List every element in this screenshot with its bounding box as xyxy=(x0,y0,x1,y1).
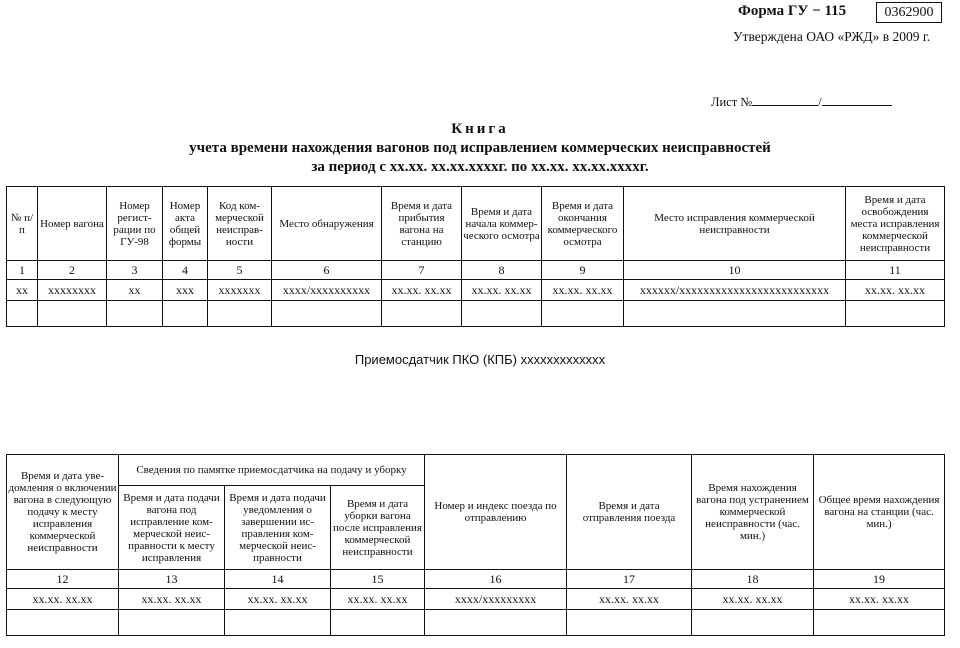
t1-empty-cell xyxy=(846,301,945,327)
t1-header-cell: Время и дата окончания коммерческого осмотра xyxy=(542,187,624,261)
t2-header-cell: Время и дата уборки вагона после исправления коммерческой неисправности xyxy=(331,486,425,570)
t1-header-cell: Номер вагона xyxy=(38,187,107,261)
t1-empty-cell xyxy=(624,301,846,327)
t1-value-cell: xxxxxxxx xyxy=(38,280,107,301)
t1-header-cell: Место исправления коммерческой неисправности xyxy=(624,187,846,261)
t1-col-number: 11 xyxy=(846,261,945,280)
table2-empty-row xyxy=(7,610,945,636)
form-code-box: 0362900 xyxy=(876,2,942,23)
sheet-label: Лист № xyxy=(711,95,753,109)
t1-value-cell: xx.xx. xx.xx xyxy=(542,280,624,301)
t1-col-number: 1 xyxy=(7,261,38,280)
t2-empty-cell xyxy=(119,610,225,636)
t2-col-number: 16 xyxy=(425,570,567,589)
t1-empty-cell xyxy=(542,301,624,327)
t1-col-number: 3 xyxy=(107,261,163,280)
t2-header-cell: Номер и индекс поезда по отправлению xyxy=(425,455,567,570)
t1-value-cell: xx xyxy=(107,280,163,301)
t2-col-number: 12 xyxy=(7,570,119,589)
t2-empty-cell xyxy=(425,610,567,636)
t2-header-cell: Время и дата подачи вагона под исправление коммерческой неисправности к месту исправления xyxy=(119,486,225,570)
sheet-number xyxy=(711,93,892,110)
sheet-blank-1 xyxy=(752,93,818,106)
t1-value-cell: xxxxxx/xxxxxxxxxxxxxxxxxxxxxxxxx xyxy=(624,280,846,301)
t2-value-cell: xx.xx. xx.xx xyxy=(567,589,692,610)
book-title: Книга xyxy=(451,121,509,137)
t1-col-number: 6 xyxy=(272,261,382,280)
table1-data-row xyxy=(7,280,945,301)
t1-empty-cell xyxy=(272,301,382,327)
t1-header-cell: Место обнаружения xyxy=(272,187,382,261)
t1-col-number: 10 xyxy=(624,261,846,280)
t2-col-number: 17 xyxy=(567,570,692,589)
t2-empty-cell xyxy=(814,610,945,636)
t1-col-number: 9 xyxy=(542,261,624,280)
table2-data-row xyxy=(7,589,945,610)
wagon-movement-table xyxy=(6,454,945,636)
t2-col-number: 18 xyxy=(692,570,814,589)
t2-value-cell: xx.xx. xx.xx xyxy=(119,589,225,610)
table2-number-row xyxy=(7,570,945,589)
t1-header-cell: Время и дата освобождения места исправления коммерческой неисправности xyxy=(846,187,945,261)
t2-empty-cell xyxy=(692,610,814,636)
t2-header-cell: Время и дата отправления поезда xyxy=(567,455,692,570)
t2-empty-cell xyxy=(7,610,119,636)
book-subtitle: учета времени нахождения вагонов под исправлением коммерческих неисправностей xyxy=(189,140,771,156)
sheet-blank-2 xyxy=(822,93,892,106)
t1-header-cell: Время и дата прибытия вагона на станцию xyxy=(382,187,462,261)
t1-header-cell: Номер регистрации по ГУ-98 xyxy=(107,187,163,261)
t2-value-cell: xx.xx. xx.xx xyxy=(814,589,945,610)
t1-value-cell: xx.xx. xx.xx xyxy=(846,280,945,301)
t2-col-number: 13 xyxy=(119,570,225,589)
t2-header-cell: Общее время нахождения вагона на станции (час. мин.) xyxy=(814,455,945,570)
t2-empty-cell xyxy=(331,610,425,636)
t2-empty-cell xyxy=(225,610,331,636)
t2-value-cell: xx.xx. xx.xx xyxy=(225,589,331,610)
t1-empty-cell xyxy=(107,301,163,327)
t1-value-cell: xx xyxy=(7,280,38,301)
sheet-separator: / xyxy=(818,95,822,109)
t2-col-number: 15 xyxy=(331,570,425,589)
t2-group-header: Сведения по памятке приемосдатчика на подачу и уборку xyxy=(119,455,425,486)
t2-col-number: 14 xyxy=(225,570,331,589)
t1-empty-cell xyxy=(163,301,208,327)
t2-value-cell: xx.xx. xx.xx xyxy=(331,589,425,610)
t1-empty-cell xyxy=(38,301,107,327)
t2-header-cell: Время и дата уведомления о включении вагона в следующую подачу к месту исправления коммерческой неисправности xyxy=(7,455,119,570)
t1-empty-cell xyxy=(7,301,38,327)
book-period: за период с xx.xx. xx.xx.xxxxг. по xx.xx. xx.xx.xxxxг. xyxy=(311,159,649,175)
table1-number-row xyxy=(7,261,945,280)
t1-col-number: 7 xyxy=(382,261,462,280)
t2-value-cell: xx.xx. xx.xx xyxy=(692,589,814,610)
wagon-register-table xyxy=(6,186,945,327)
t1-col-number: 2 xyxy=(38,261,107,280)
t2-header-cell: Время нахождения вагона под устранением коммерческой неисправности (час. мин.) xyxy=(692,455,814,570)
t1-header-cell: Время и дата начала коммерческого осмотра xyxy=(462,187,542,261)
t2-header-cell: Время и дата подачи уведомления о завершении исправления коммерческой неисправности xyxy=(225,486,331,570)
approval-note: Утверждена ОАО «РЖД» в 2009 г. xyxy=(733,29,931,44)
t1-header-cell: Код коммерческой неисправности xyxy=(208,187,272,261)
table1-empty-row xyxy=(7,301,945,327)
t1-value-cell: xx.xx. xx.xx xyxy=(462,280,542,301)
t1-header-cell: № п/п xyxy=(7,187,38,261)
t2-value-cell: xxxx/xxxxxxxxx xyxy=(425,589,567,610)
t2-empty-cell xyxy=(567,610,692,636)
t1-empty-cell xyxy=(382,301,462,327)
receiver-line: Приемосдатчик ПКО (КПБ) xxxxxxxxxxxxx xyxy=(354,352,606,367)
t1-empty-cell xyxy=(462,301,542,327)
t1-col-number: 5 xyxy=(208,261,272,280)
t1-col-number: 8 xyxy=(462,261,542,280)
t1-value-cell: xx.xx. xx.xx xyxy=(382,280,462,301)
t1-value-cell: xxxxxxx xyxy=(208,280,272,301)
table2-group-row xyxy=(7,455,945,486)
form-name: Форма ГУ − 115 xyxy=(738,3,847,19)
t1-value-cell: xxxx/xxxxxxxxxx xyxy=(272,280,382,301)
t1-empty-cell xyxy=(208,301,272,327)
table1-header-row xyxy=(7,187,945,261)
t1-col-number: 4 xyxy=(163,261,208,280)
t2-value-cell: xx.xx. xx.xx xyxy=(7,589,119,610)
t1-value-cell: xxx xyxy=(163,280,208,301)
t1-header-cell: Номер акта общей формы xyxy=(163,187,208,261)
t2-col-number: 19 xyxy=(814,570,945,589)
